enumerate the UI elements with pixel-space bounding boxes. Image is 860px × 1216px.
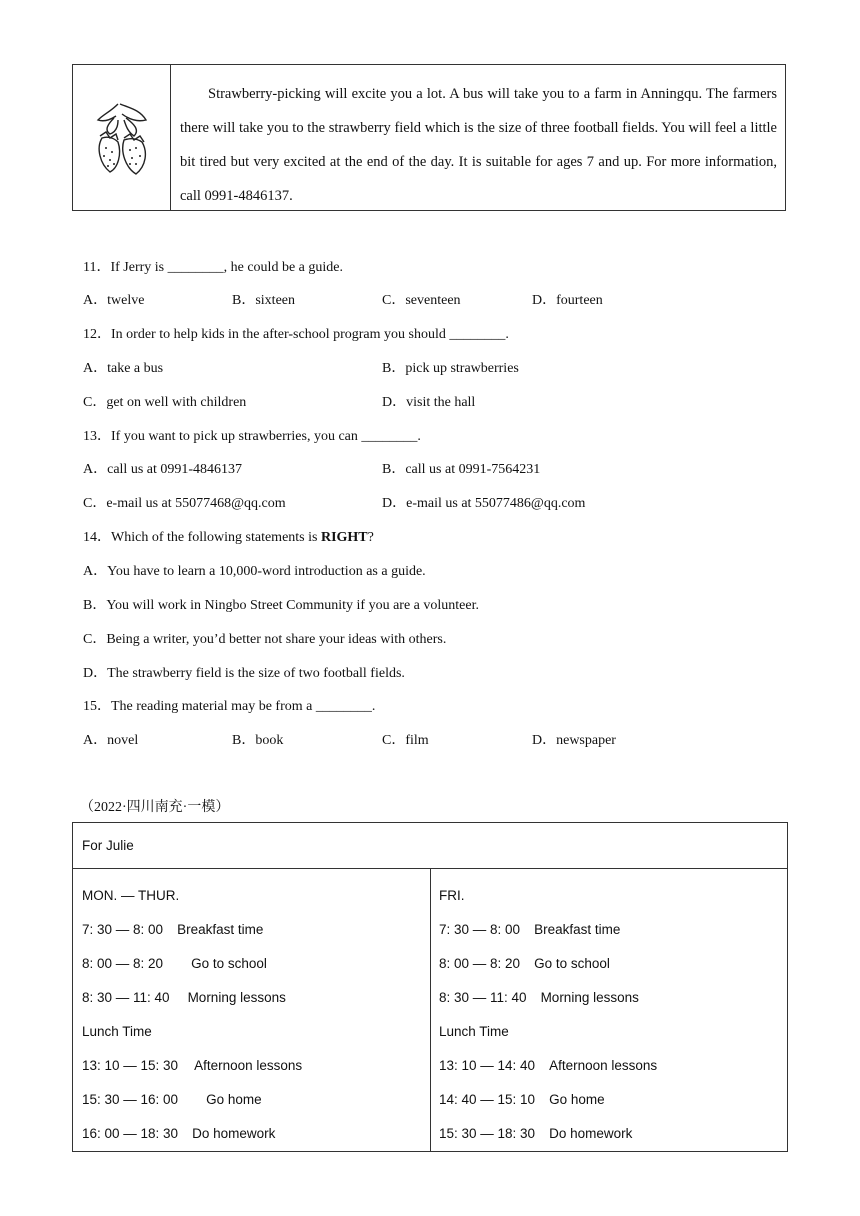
- question-11-option-a[interactable]: A．twelve: [83, 293, 145, 308]
- question-14-option-a[interactable]: A．You have to learn a 10,000-word introduction as a guide.: [83, 564, 426, 579]
- schedule-column-mon-thur: [73, 869, 430, 1151]
- question-14-stem-prefix: 14．Which of the following statements is: [83, 530, 321, 545]
- question-15-option-a[interactable]: A．novel: [83, 733, 139, 748]
- question-12-option-d[interactable]: D．visit the hall: [382, 395, 476, 410]
- question-14-stem-bold: RIGHT: [320, 530, 368, 545]
- question-13-option-d[interactable]: D．e-mail us at 55077486@qq.com: [382, 496, 586, 511]
- source-label: （2022·四川南充·一模）: [80, 800, 230, 815]
- question-12-option-b[interactable]: B．pick up strawberries: [382, 361, 519, 376]
- schedule-row: 8: 30 — 11: 40 Morning lessons: [82, 990, 286, 1005]
- schedule-row: 13: 10 — 14: 40 Afternoon lessons: [439, 1058, 658, 1073]
- schedule-column-fri: [430, 869, 787, 1151]
- schedule-row: 14: 40 — 15: 10 Go home: [439, 1092, 605, 1107]
- question-15-option-d[interactable]: D．newspaper: [532, 733, 616, 748]
- question-14-option-b[interactable]: B．You will work in Ningbo Street Community if you are a volunteer.: [83, 598, 479, 613]
- question-14-option-c[interactable]: C．Being a writer, you’d better not share your ideas with others.: [83, 632, 447, 647]
- question-14-option-d[interactable]: D．The strawberry field is the size of two football fields.: [83, 666, 405, 681]
- question-15-stem: 15．The reading material may be from a ________.: [83, 699, 376, 714]
- question-13-option-a[interactable]: A．call us at 0991-4846137: [83, 462, 243, 477]
- schedule-row: Lunch Time: [439, 1024, 509, 1039]
- question-13-stem: 13．If you want to pick up strawberries, you can ________.: [83, 429, 421, 444]
- question-11-option-c[interactable]: C．seventeen: [382, 293, 461, 308]
- schedule-row: 8: 00 — 8: 20 Go to school: [82, 956, 267, 971]
- schedule-heading: MON. — THUR.: [82, 888, 180, 903]
- question-12-stem: 12．In order to help kids in the after-school program you should ________.: [83, 327, 509, 342]
- schedule-row: 15: 30 — 16: 00 Go home: [82, 1092, 262, 1107]
- schedule-row: 16: 00 — 18: 30 Do homework: [82, 1126, 276, 1141]
- question-12-option-c[interactable]: C．get on well with children: [83, 395, 247, 410]
- ad-text: Strawberry-picking will excite you a lot. A bus will take you to a farm in Anningqu. The farmers there will take you to the strawberry field which is the size of three football fields. You will feel a little bit tired but very excited at the end of the day. It is suitable for ages 7 and up. For more information, call 0991-4846137.: [180, 86, 777, 204]
- strawberry-icon: [90, 98, 154, 178]
- schedule-title: For Julie: [73, 823, 787, 869]
- ad-picture-cell: [73, 65, 171, 210]
- schedule-row: 13: 10 — 15: 30 Afternoon lessons: [82, 1058, 303, 1073]
- schedule-heading: FRI.: [439, 888, 465, 903]
- question-13-option-b[interactable]: B．call us at 0991-7564231: [382, 462, 541, 477]
- question-11-option-b[interactable]: B．sixteen: [232, 293, 295, 308]
- question-11-option-d[interactable]: D．fourteen: [532, 293, 603, 308]
- schedule-row: 8: 00 — 8: 20 Go to school: [439, 956, 610, 971]
- schedule-row: 7: 30 — 8: 00 Breakfast time: [439, 922, 621, 937]
- question-12-option-a[interactable]: A．take a bus: [83, 361, 164, 376]
- schedule-row: 8: 30 — 11: 40 Morning lessons: [439, 990, 639, 1005]
- question-14-stem: [83, 526, 374, 546]
- question-15-option-b[interactable]: B．book: [232, 733, 284, 748]
- schedule-row: Lunch Time: [82, 1024, 152, 1039]
- question-11-stem: 11．If Jerry is ________, he could be a guide.: [83, 260, 343, 275]
- schedule-row: 7: 30 — 8: 00 Breakfast time: [82, 922, 264, 937]
- question-15-option-c[interactable]: C．film: [382, 733, 429, 748]
- question-14-stem-suffix: ?: [367, 530, 374, 545]
- ad-box: [72, 64, 786, 211]
- schedule-table: [72, 822, 788, 1152]
- question-13-option-c[interactable]: C．e-mail us at 55077468@qq.com: [83, 496, 286, 511]
- schedule-row: 15: 30 — 18: 30 Do homework: [439, 1126, 633, 1141]
